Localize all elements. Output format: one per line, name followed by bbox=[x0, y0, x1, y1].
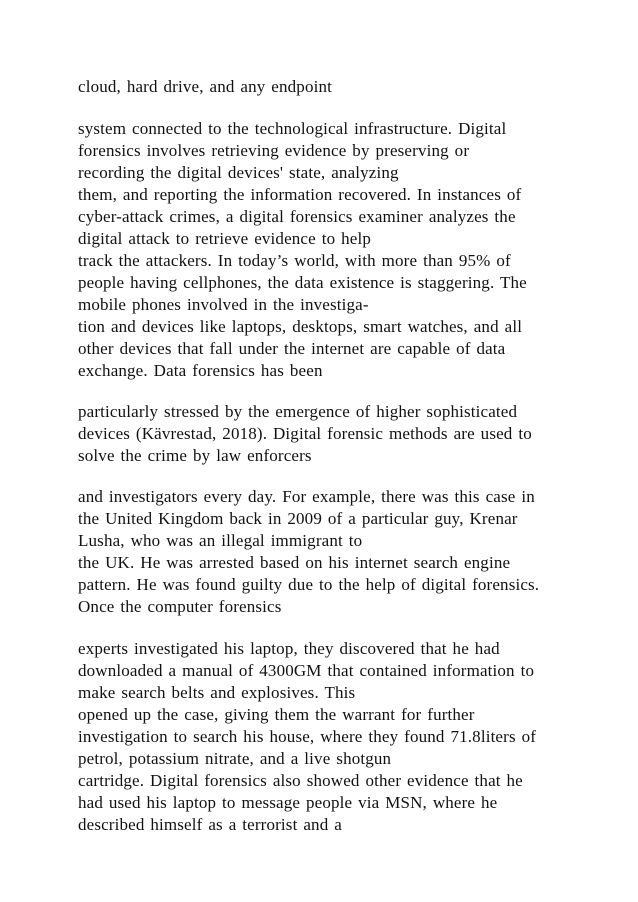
paragraph-4-line-5: pattern. He was found guilty due to the help of digital forensics. bbox=[78, 575, 540, 594]
paragraph-4-line-4: the UK. He was arrested based on his internet search engine bbox=[78, 553, 511, 572]
paragraph-5-line-9: described himself as a terrorist and a bbox=[78, 815, 342, 834]
paragraph-5-line-4: opened up the case, giving them the warrant for further bbox=[78, 705, 475, 724]
paragraph-2-line-8: people having cellphones, the data existence is staggering. The bbox=[78, 273, 527, 292]
paragraph-2-line-7: track the attackers. In today’s world, with more than 95% of bbox=[78, 251, 511, 270]
paragraph-5-line-5: investigation to search his house, where they found 71.8liters of bbox=[78, 727, 537, 746]
paragraph-3-line-3: solve the crime by law enforcers bbox=[78, 446, 312, 465]
paragraph-2-line-10: tion and devices like laptops, desktops, smart watches, and all bbox=[78, 317, 523, 336]
paragraph-2-line-11: other devices that fall under the internet are capable of data bbox=[78, 339, 506, 358]
paragraph-2-line-1: system connected to the technological infrastructure. Digital bbox=[78, 119, 507, 138]
paragraph-5-line-7: cartridge. Digital forensics also showed other evidence that he bbox=[78, 771, 523, 790]
paragraph-5-line-1: experts investigated his laptop, they discovered that he had bbox=[78, 639, 500, 658]
paragraph-2-line-9: mobile phones involved in the investiga- bbox=[78, 295, 369, 314]
paragraph-3-line-1: particularly stressed by the emergence of higher sophisticated bbox=[78, 402, 518, 421]
paragraph-4-line-1: and investigators every day. For example, there was this case in bbox=[78, 487, 535, 506]
paragraph-1-line-1: cloud, hard drive, and any endpoint bbox=[78, 77, 332, 96]
paragraph-4-line-3: Lusha, who was an illegal immigrant to bbox=[78, 531, 363, 550]
paragraph-4-line-2: the United Kingdom back in 2009 of a particular guy, Krenar bbox=[78, 509, 518, 528]
paragraph-2-line-5: cyber-attack crimes, a digital forensics examiner analyzes the bbox=[78, 207, 516, 226]
paragraph-5-line-2: downloaded a manual of 4300GM that contained information to bbox=[78, 661, 535, 680]
paragraph-5-line-3: make search belts and explosives. This bbox=[78, 683, 356, 702]
paragraph-2-line-12: exchange. Data forensics has been bbox=[78, 361, 323, 380]
paragraph-2-line-3: recording the digital devices' state, analyzing bbox=[78, 163, 399, 182]
paragraph-5-line-8: had used his laptop to message people via MSN, where he bbox=[78, 793, 498, 812]
paragraph-2-line-4: them, and reporting the information recovered. In instances of bbox=[78, 185, 522, 204]
paragraph-3-line-2: devices (Kävrestad, 2018). Digital forensic methods are used to bbox=[78, 424, 532, 443]
paragraph-2-line-6: digital attack to retrieve evidence to help bbox=[78, 229, 371, 248]
paragraph-5-line-6: petrol, potassium nitrate, and a live shotgun bbox=[78, 749, 392, 768]
paragraph-2-line-2: forensics involves retrieving evidence by preserving or bbox=[78, 141, 470, 160]
paragraph-4-line-6: Once the computer forensics bbox=[78, 597, 282, 616]
